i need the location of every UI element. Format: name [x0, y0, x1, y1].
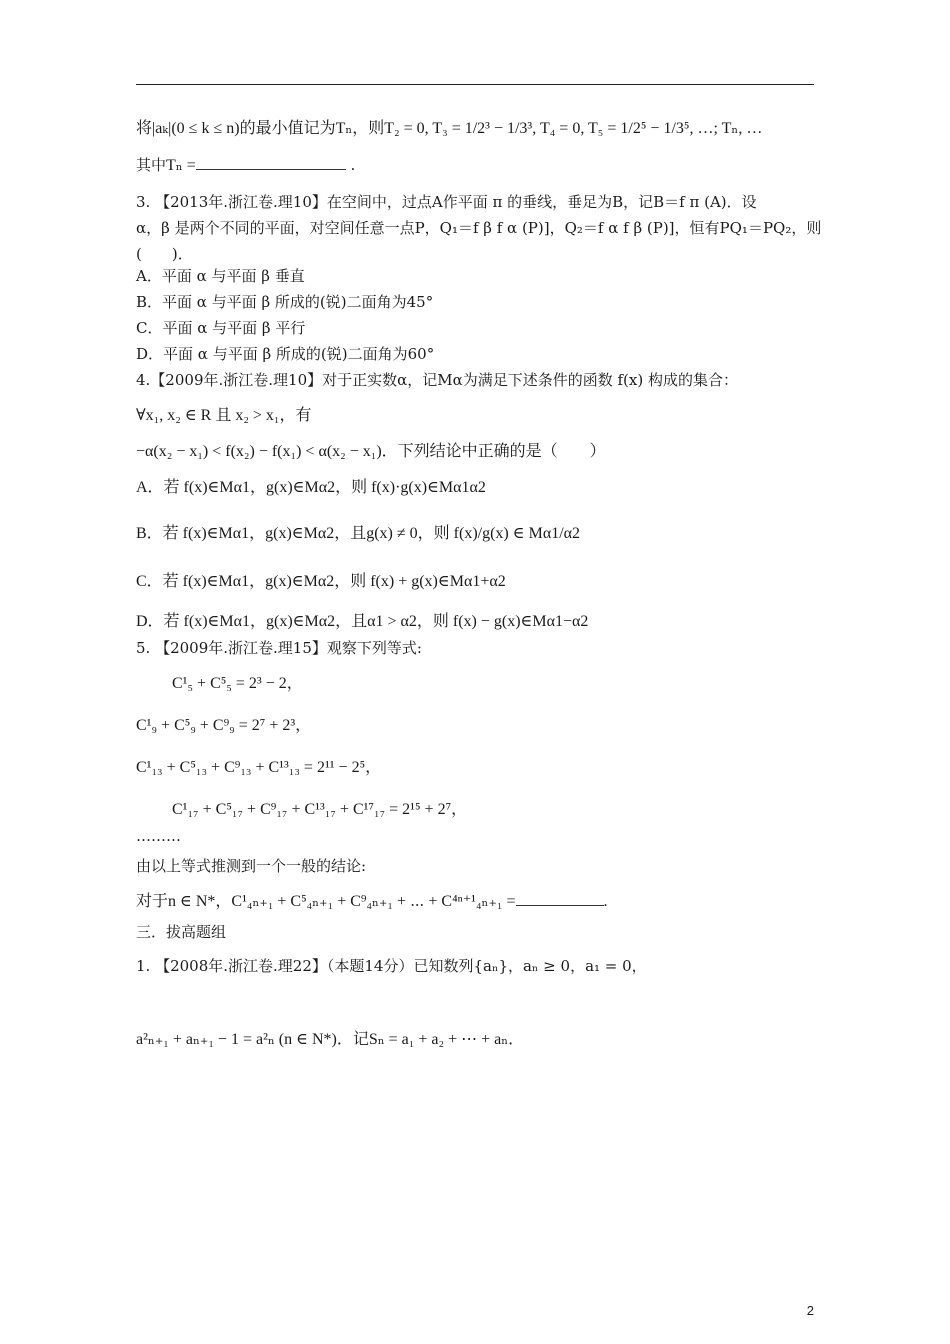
- intro-var: Tₙ =: [166, 157, 196, 174]
- header-rule: [136, 84, 814, 85]
- q5-answer-blank: [516, 891, 604, 906]
- intro-prefix: 其中: [136, 156, 167, 174]
- page-content: [136, 118, 826, 1051]
- q3-option-d: D．平面 α 与平面 β 所成的(锐)二面角为60°: [136, 345, 435, 363]
- q3-option-c: C．平面 α 与平面 β 平行: [136, 319, 306, 337]
- intro-line-1: 将|aₖ|(0 ≤ k ≤ n)的最小值记为Tₙ，则T₂ = 0, T₃ = 1/2³ − 1/3³, T₄ = 0, T₅ = 1/2⁵ − 1/3⁵, …; Tₙ, …: [136, 120, 763, 137]
- section-3-q1-stem: 1. 【2008年.浙江卷.理22】（本题14分）已知数列{aₙ}，aₙ ≥ 0，a₁ = 0，: [136, 957, 647, 975]
- q4-option-b: B．若 f(x)∈Mα1，g(x)∈Mα2，且g(x) ≠ 0，则 f(x)/g(x) ∈ Mα1/α2: [136, 525, 581, 542]
- intro-line-2: [136, 154, 826, 177]
- q5-conclusion-text: 对于n ∈ N*，C¹₄ₙ₊₁ + C⁵₄ₙ₊₁ + C⁹₄ₙ₊₁ + ⋯ + C⁴ⁿ⁺¹₄ₙ₊₁ =: [136, 893, 516, 910]
- page-number: 2: [806, 1303, 814, 1318]
- section-3-heading: 三．拔高题组: [136, 923, 227, 941]
- q3-stem-1: 3. 【2013年.浙江卷.理10】在空间中，过点A作平面 π 的垂线，垂足为B，记B＝f π (A)．设: [136, 193, 757, 211]
- q3-stem-3: ( )．: [136, 245, 193, 263]
- q5-equation-2: C¹₉ + C⁵₉ + C⁹₉ = 2⁷ + 2³，: [136, 717, 312, 734]
- section-3-q1-formula: a²ₙ₊₁ + aₙ₊₁ − 1 = a²ₙ (n ∈ N*)．记Sₙ = a₁ + a₂ + ⋯ + aₙ．: [136, 1031, 525, 1048]
- q5-conclusion-end: .: [603, 893, 608, 910]
- q4-stem-3: −α(x₂ − x₁) < f(x₂) − f(x₁) < α(x₂ − x₁)．下列结论中正确的是（ ）: [136, 443, 606, 460]
- q4-stem-2: ∀x₁, x₂ ∈ R 且 x₂ > x₁，有: [136, 407, 312, 424]
- q4-stem-1: 4.【2009年.浙江卷.理10】对于正实数α，记Mα为满足下述条件的函数 f(x) 构成的集合：: [136, 371, 738, 389]
- q5-equation-4: C¹₁₇ + C⁵₁₇ + C⁹₁₇ + C¹³₁₇ + C¹⁷₁₇ = 2¹⁵ + 2⁷，: [172, 801, 468, 818]
- q5-equation-3: C¹₁₃ + C⁵₁₃ + C⁹₁₃ + C¹³₁₃ = 2¹¹ − 2⁵，: [136, 759, 382, 776]
- q4-option-c: C．若 f(x)∈Mα1，g(x)∈Mα2，则 f(x) + g(x)∈Mα1+α2: [136, 573, 506, 590]
- q5-ellipsis: ………: [136, 827, 181, 845]
- answer-blank: [196, 155, 346, 170]
- q5-stem: 5. 【2009年.浙江卷.理15】观察下列等式:: [136, 639, 422, 657]
- q5-conclusion-lead: 由以上等式推测到一个一般的结论:: [136, 857, 367, 875]
- q3-stem-2: α，β 是两个不同的平面，对空间任意一点P，Q₁＝f β f α (P)]，Q₂＝f α f β (P)]，恒有PQ₁＝PQ₂，则: [136, 219, 822, 237]
- q5-conclusion: [136, 891, 826, 913]
- q4-option-d: D．若 f(x)∈Mα1，g(x)∈Mα2，且α1 > α2，则 f(x) − g(x)∈Mα1−α2: [136, 613, 589, 630]
- q3-option-a: A．平面 α 与平面 β 垂直: [136, 267, 305, 285]
- q3-option-b: B．平面 α 与平面 β 所成的(锐)二面角为45°: [136, 293, 434, 311]
- q4-option-a: A．若 f(x)∈Mα1，g(x)∈Mα2，则 f(x)·g(x)∈Mα1α2: [136, 479, 486, 496]
- q5-equation-1: C¹₅ + C⁵₅ = 2³ − 2，: [172, 675, 303, 692]
- intro-suffix: .: [350, 156, 356, 174]
